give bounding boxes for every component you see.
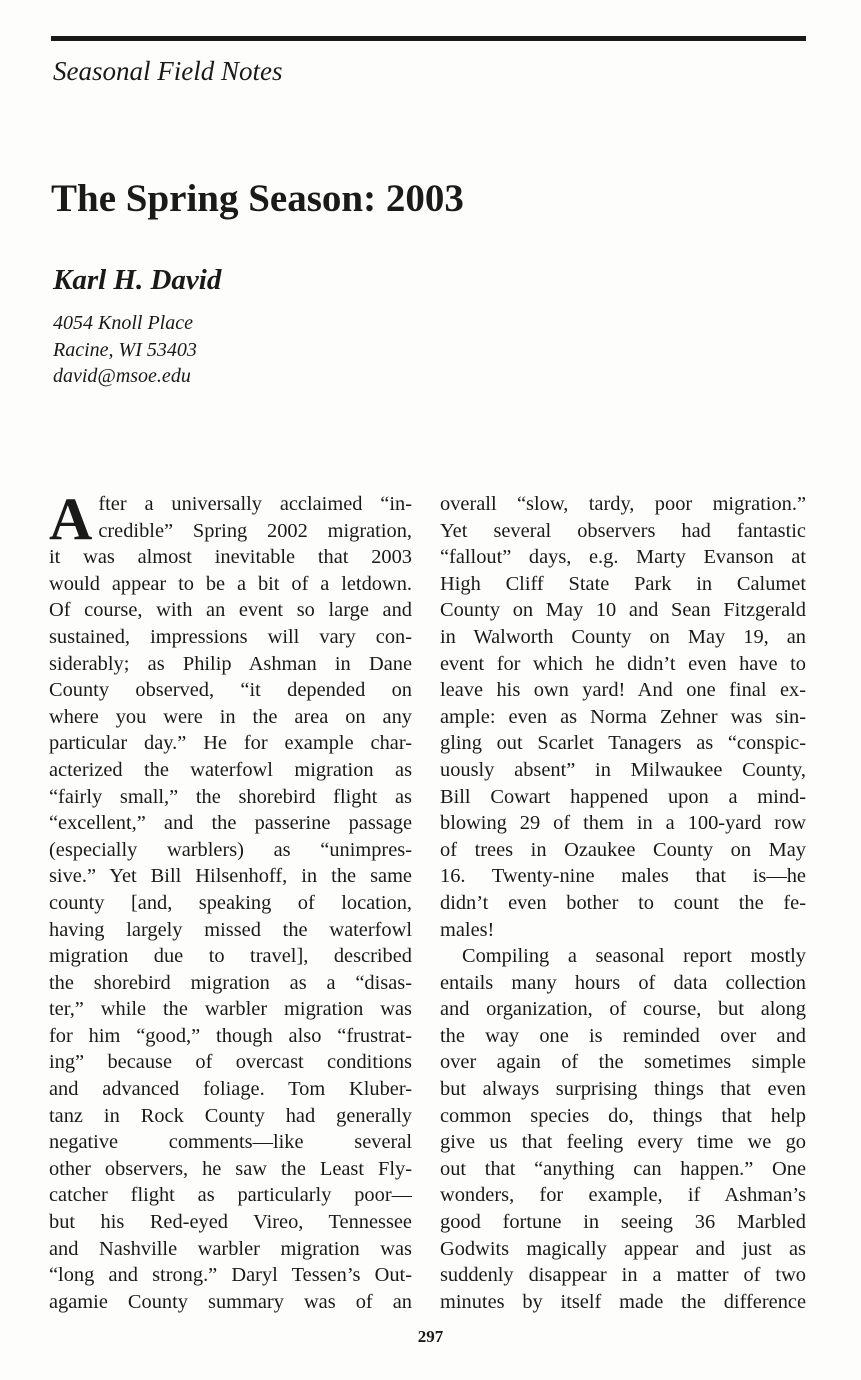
address-email: david@msoe.edu [53,365,191,387]
text-line: Bill Cowart happened upon a mind- [440,785,806,808]
text-line: other observers, he saw the Least Fly- [49,1157,412,1180]
text-line: credible” Spring 2002 migration, [98,519,412,542]
text-line: minutes by itself made the difference [440,1290,806,1313]
text-line: of trees in Ozaukee County on May [440,838,806,861]
text-line: having largely missed the waterfowl [49,918,412,941]
text-line: common species do, things that help [440,1104,806,1127]
text-line: where you were in the area on any [49,705,412,728]
text-line: wonders, for example, if Ashman’s [440,1184,806,1207]
text-line: and Nashville warbler migration was [49,1237,412,1260]
text-line: agamie County summary was of an [49,1290,412,1313]
address-city: Racine, WI 53403 [53,338,197,361]
text-line: Yet several observers had fantastic [440,519,806,542]
text-line: “long and strong.” Daryl Tessen’s Out- [49,1264,412,1287]
drop-cap: A [49,486,93,552]
text-line: good fortune in seeing 36 Marbled [440,1211,806,1234]
text-line: particular day.” He for example char- [49,732,412,755]
text-line: sustained, impressions will vary con- [49,625,412,648]
text-line: Compiling a seasonal report mostly [462,945,806,968]
text-line: the shorebird migration as a “disas- [49,971,412,994]
text-line: “fairly small,” the shorebird flight as [49,785,412,808]
text-line: suddenly disappear in a matter of two [440,1264,806,1287]
text-line: Godwits magically appear and just as [440,1237,806,1260]
text-line: sive.” Yet Bill Hilsenhoff, in the same [49,865,412,888]
text-line: for him “good,” though also “frustrat- [49,1024,412,1047]
text-line: but his Red-eyed Vireo, Tennessee [49,1211,412,1234]
article-title: The Spring Season: 2003 [51,177,464,220]
text-line: (especially warblers) as “unimpres- [49,838,412,861]
text-line: fter a universally acclaimed “in- [98,493,412,515]
section-label: Seasonal Field Notes [53,56,283,86]
text-line: County observed, “it depended on [49,679,412,702]
text-line: in Walworth County on May 19, an [440,625,806,648]
text-line: ter,” while the warbler migration was [49,998,412,1021]
text-line: ing” because of overcast conditions [49,1051,412,1074]
right-column [440,491,806,1315]
text-line: but always surprising things that even [440,1078,806,1101]
text-line: acterized the waterfowl migration as [49,758,412,781]
text-line: and advanced foliage. Tom Kluber- [49,1078,412,1101]
text-line: catcher flight as particularly poor— [49,1184,412,1207]
address-street: 4054 Knoll Place [53,312,193,334]
text-line: negative comments—like several [49,1131,412,1154]
text-line: Of course, with an event so large and [49,599,412,622]
text-line: overall “slow, tardy, poor migration.” [440,493,806,515]
text-line: give us that feeling every time we go [440,1131,806,1154]
text-line: tanz in Rock County had generally [49,1104,412,1127]
drop-cap-lines [98,491,412,544]
text-line: over again of the sometimes simple [440,1051,806,1074]
text-line: High Cliff State Park in Calumet [440,572,806,595]
text-line: males! [440,918,495,941]
text-line: siderably; as Philip Ashman in Dane [49,652,412,675]
text-line: didn’t even bother to count the fe- [440,891,806,914]
text-line: out that “anything can happen.” One [440,1157,806,1180]
text-line: gling out Scarlet Tanagers as “conspic- [440,732,806,755]
text-line: “fallout” days, e.g. Marty Evanson at [440,546,806,569]
text-line: would appear to be a bit of a letdown. [49,572,412,595]
author-address [53,310,197,390]
text-line: blowing 29 of them in a 100-yard row [440,812,806,835]
text-line: County on May 10 and Sean Fitzgerald [440,599,806,622]
text-line: uously absent” in Milwaukee County, [440,758,806,781]
text-line: leave his own yard! And one final ex- [440,679,806,702]
left-column [49,486,412,1315]
text-line: ample: even as Norma Zehner was sin- [440,705,806,728]
text-line: 16. Twenty-nine males that is—he [440,865,806,888]
text-line: entails many hours of data collection [440,971,806,994]
text-line: county [and, speaking of location, [49,891,412,914]
text-line: “excellent,” and the passerine passage [49,812,412,835]
text-line: migration due to travel], described [49,945,412,968]
author-name: Karl H. David [53,264,222,296]
right-column-body [440,491,806,1315]
text-line: event for which he didn’t even have to [440,652,806,675]
text-line: it was almost inevitable that 2003 [49,546,412,569]
text-line: the way one is reminded over and [440,1024,806,1047]
text-line: and organization, of course, but along [440,998,806,1021]
header-rule [51,36,806,41]
page-number: 297 [417,1327,444,1346]
left-column-body [49,544,412,1315]
